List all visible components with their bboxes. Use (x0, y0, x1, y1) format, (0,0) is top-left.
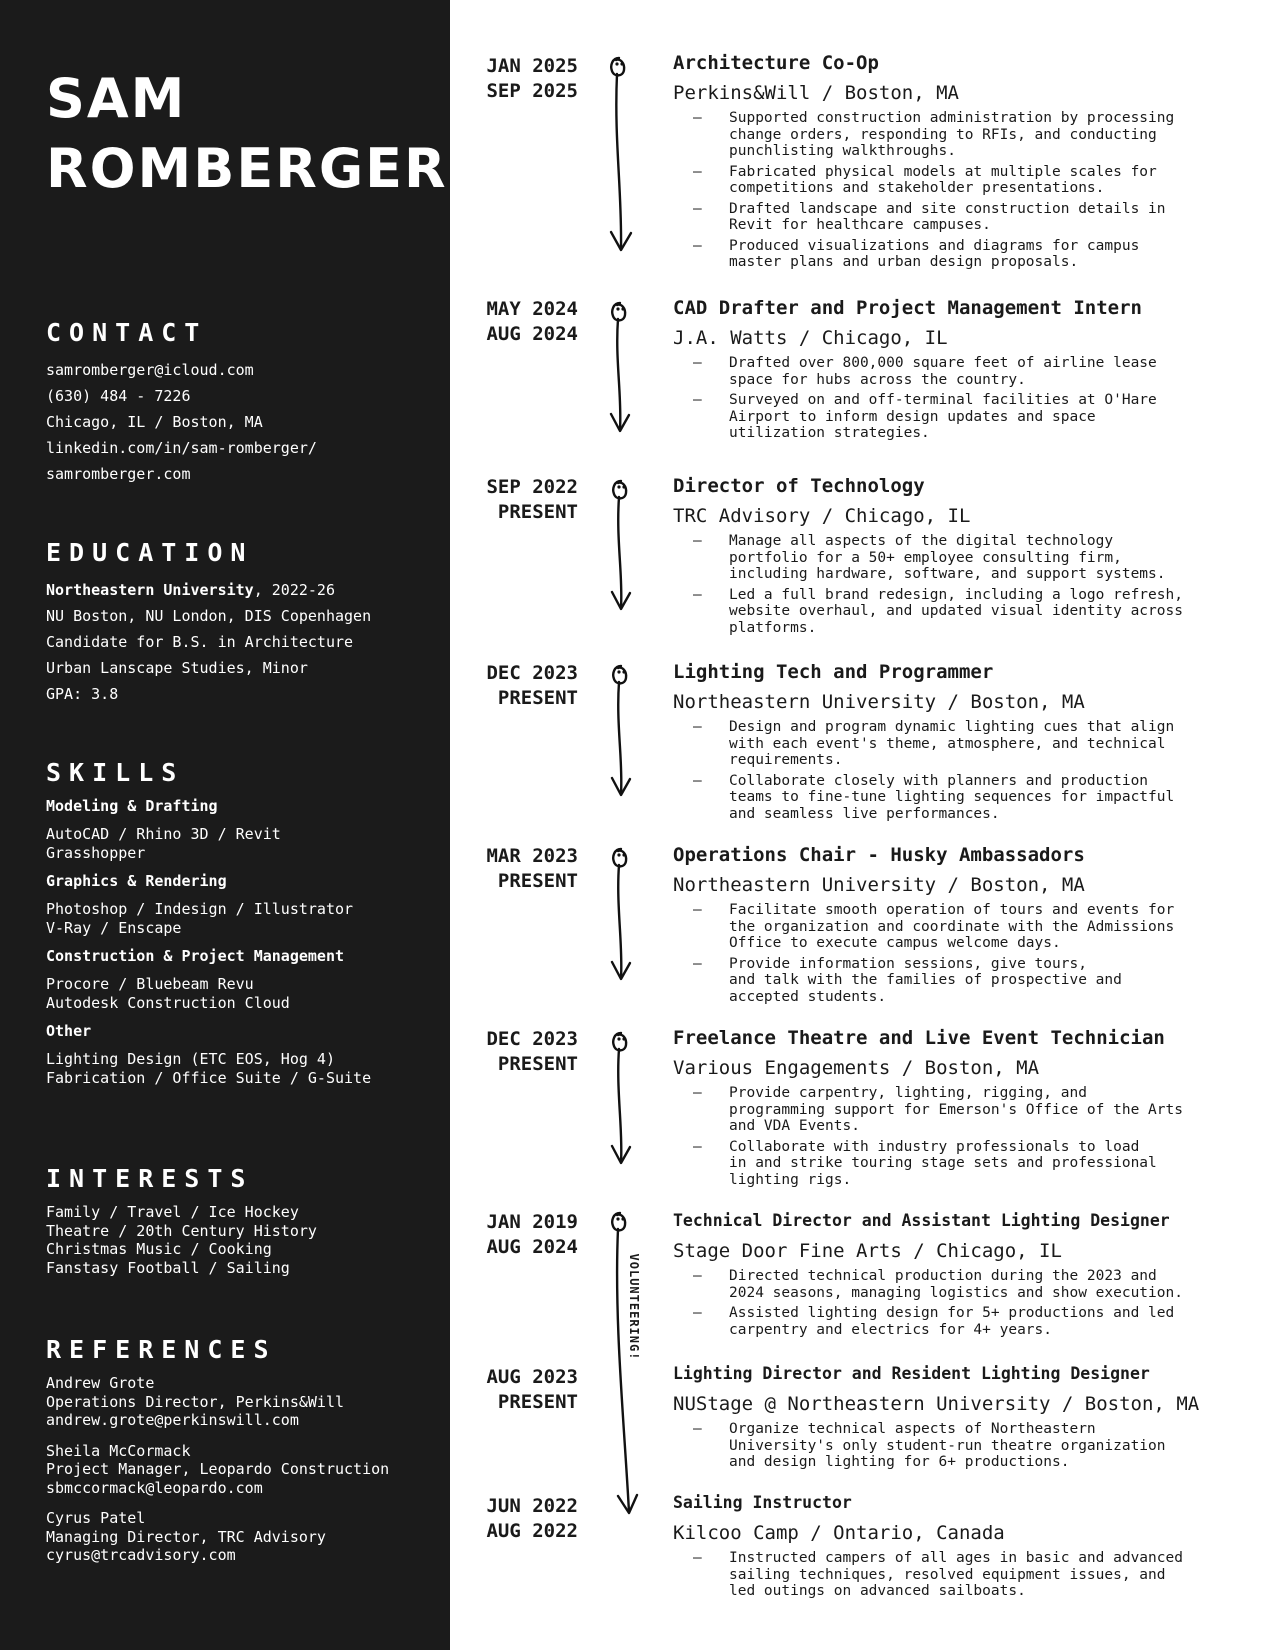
job-org: TRC Advisory / Chicago, IL (673, 505, 971, 527)
reference (46, 1509, 436, 1565)
job-org: Various Engagements / Boston, MA (673, 1057, 1040, 1079)
skill-line: V-Ray / Enscape (46, 918, 182, 937)
job-start: MAR 2023 (486, 845, 578, 867)
job-org: Northeastern University / Boston, MA (673, 691, 1085, 713)
reference-name: Sheila McCormack (46, 1441, 191, 1460)
job-start: DEC 2023 (486, 662, 578, 684)
job-title: Operations Chair - Husky Ambassadors (673, 844, 1085, 866)
job-start: MAY 2024 (486, 298, 578, 320)
reference-role: Operations Director, Perkins&Will (46, 1392, 345, 1411)
job-start: DEC 2023 (486, 1028, 578, 1050)
name-heading (46, 64, 448, 204)
reference-role: Managing Director, TRC Advisory (46, 1527, 326, 1546)
job-bullet: – Provide information sessions, give tours, and talk with the families of prospective and accepted students. (673, 956, 1273, 1006)
job-dates (450, 1365, 578, 1415)
contact-email[interactable]: samromberger@icloud.com (46, 361, 254, 379)
job-bullet: – Fabricated physical models at multiple scales for competitions and stakeholder presentations. (673, 164, 1273, 197)
job-end: AUG 2024 (486, 1236, 578, 1258)
reference (46, 1442, 436, 1498)
education-degree: Candidate for B.S. in Architecture (46, 633, 354, 651)
skill-line: Photoshop / Indesign / Illustrator (46, 900, 354, 918)
job-end: AUG 2024 (486, 323, 578, 345)
job-title: Director of Technology (673, 475, 925, 497)
job-bullets (673, 1421, 1273, 1471)
job-bullet: – Instructed campers of all ages in basic and advanced sailing techniques, resolved equipment issues, and led outings on advanced sailboats. (673, 1550, 1273, 1600)
education-school-line (46, 577, 436, 603)
education-heading: EDUCATION (46, 538, 254, 567)
reference-email[interactable]: andrew.grote@perkinswill.com (46, 1411, 299, 1429)
skill-line: Fabrication / Office Suite / G-Suite (46, 1068, 372, 1087)
job-bullets (673, 1268, 1273, 1338)
references-section (46, 1335, 436, 1577)
job-bullet: – Collaborate with industry professionals to load in and strike touring stage sets and professional lighting rigs. (673, 1139, 1273, 1189)
job-bullets (673, 902, 1273, 1005)
education-section (46, 538, 436, 707)
skill-line: Autodesk Construction Cloud (46, 993, 290, 1012)
education-school: Northeastern University (46, 581, 254, 599)
job-dates (450, 1027, 578, 1077)
timeline-arrow (612, 1033, 630, 1163)
job-bullet: – Surveyed on and off-terminal facilities at O'Hare Airport to inform design updates and space utilization strategies. (673, 392, 1273, 442)
skill-line: Lighting Design (ETC EOS, Hog 4) (46, 1050, 335, 1068)
job-dates (450, 475, 578, 525)
interest-line: Family / Travel / Ice Hockey (46, 1203, 299, 1221)
job-dates (450, 1494, 578, 1544)
job-end: PRESENT (497, 1391, 578, 1413)
job-bullet: – Drafted over 800,000 square feet of airline lease space for hubs across the country. (673, 355, 1273, 388)
job-dates (450, 54, 578, 104)
job-bullets (673, 533, 1273, 636)
job-dates (450, 661, 578, 711)
job-org: J.A. Watts / Chicago, IL (673, 327, 948, 349)
contact-phone[interactable]: (630) 484 - 7226 (46, 387, 191, 405)
reference-email[interactable]: cyrus@trcadvisory.com (46, 1546, 236, 1564)
contact-linkedin[interactable]: linkedin.com/in/sam-romberger/ (46, 439, 317, 457)
job-content (673, 297, 1273, 446)
skills-section (46, 758, 436, 1087)
job-bullet: – Organize technical aspects of Northeastern University's only student-run theatre organization and design lighting for 6+ productions. (673, 1421, 1273, 1471)
job-title: Freelance Theatre and Live Event Technician (673, 1027, 1165, 1049)
reference (46, 1374, 436, 1430)
job-content (673, 844, 1273, 1009)
job-end: PRESENT (497, 1053, 578, 1075)
skill-group-title: Other (46, 1022, 92, 1040)
education-campuses: NU Boston, NU London, DIS Copenhagen (46, 607, 372, 625)
last-name: ROMBERGER (46, 137, 448, 200)
job-end: AUG 2022 (486, 1520, 578, 1542)
education-minor: Urban Lanscape Studies, Minor (46, 659, 308, 677)
skill-line: AutoCAD / Rhino 3D / Revit (46, 825, 281, 843)
sidebar (0, 0, 450, 1650)
job-bullet: – Led a full brand redesign, including a logo refresh, website overhaul, and updated visual identity across platforms. (673, 587, 1273, 637)
job-content (673, 1492, 1273, 1604)
volunteering-label: VOLUNTEERING! (627, 1253, 641, 1361)
job-bullet: – Design and program dynamic lighting cues that align with each event's theme, atmosphere, and technical requirements. (673, 719, 1273, 769)
job-end: PRESENT (497, 501, 578, 523)
job-bullets (673, 719, 1273, 822)
job-bullet: – Collaborate closely with planners and production teams to fine-tune lighting sequences for impactful and seamless live performances. (673, 773, 1273, 823)
skill-group-items (46, 900, 436, 937)
job-bullet: – Provide carpentry, lighting, rigging, and programming support for Emerson's Office of the Arts and VDA Events. (673, 1085, 1273, 1135)
job-content (673, 1210, 1273, 1342)
skill-group-title: Modeling & Drafting (46, 797, 218, 815)
job-start: AUG 2023 (486, 1366, 578, 1388)
timeline-arrow (611, 58, 631, 250)
job-title: Lighting Director and Resident Lighting Designer (673, 1364, 1150, 1383)
job-content (673, 475, 1273, 640)
skill-line: Procore / Bluebeam Revu (46, 975, 254, 993)
job-bullet: – Manage all aspects of the digital technology portfolio for a 50+ employee consulting firm, including hardware, software, and support systems. (673, 533, 1273, 583)
timeline-arrow (611, 303, 629, 431)
contact-section (46, 318, 436, 487)
job-bullet: – Facilitate smooth operation of tours and events for the organization and coordinate with the Admissions Office to execute campus welcome days. (673, 902, 1273, 952)
job-end: PRESENT (497, 687, 578, 709)
skills-heading: SKILLS (46, 758, 185, 787)
job-bullet: – Produced visualizations and diagrams for campus master plans and urban design proposals. (673, 238, 1273, 271)
first-name: SAM (46, 67, 187, 130)
skill-group-items (46, 975, 436, 1012)
job-title: CAD Drafter and Project Management Intern (673, 297, 1142, 319)
job-bullets (673, 1550, 1273, 1600)
job-org: Perkins&Will / Boston, MA (673, 82, 959, 104)
references-heading: REFERENCES (46, 1335, 277, 1364)
job-org: Northeastern University / Boston, MA (673, 874, 1085, 896)
job-title: Lighting Tech and Programmer (673, 661, 994, 683)
contact-website[interactable]: samromberger.com (46, 465, 191, 483)
reference-email[interactable]: sbmccormack@leopardo.com (46, 1478, 263, 1497)
job-content (673, 52, 1273, 275)
job-end: PRESENT (497, 870, 578, 892)
job-title: Sailing Instructor (673, 1493, 852, 1512)
job-org: Stage Door Fine Arts / Chicago, IL (673, 1240, 1062, 1262)
interest-line: Fanstasy Football / Sailing (46, 1258, 290, 1277)
job-end: SEP 2025 (486, 80, 578, 102)
job-dates (450, 844, 578, 894)
job-dates (450, 1210, 578, 1260)
skill-group-title: Construction & Project Management (46, 947, 345, 965)
job-bullet: – Directed technical production during the 2023 and 2024 seasons, managing logistics and show execution. (673, 1268, 1273, 1301)
timeline-arrow (612, 849, 630, 979)
job-title: Technical Director and Assistant Lighting Designer (673, 1211, 1170, 1230)
job-start: JAN 2025 (486, 55, 578, 77)
job-content (673, 661, 1273, 826)
timeline-arrow (612, 481, 630, 609)
interests-heading: INTERESTS (46, 1164, 254, 1193)
skill-line: Grasshopper (46, 843, 146, 862)
skill-group-items (46, 825, 436, 862)
job-start: SEP 2022 (486, 476, 578, 498)
education-gpa: GPA: 3.8 (46, 685, 119, 703)
reference-name: Andrew Grote (46, 1374, 155, 1392)
skill-group-items (46, 1050, 436, 1087)
interest-line: Christmas Music / Cooking (46, 1240, 272, 1258)
reference-name: Cyrus Patel (46, 1509, 146, 1527)
job-bullets (673, 1085, 1273, 1188)
job-bullet: – Supported construction administration by processing change orders, responding to RFIs, and conducting punchlisting walkthroughs. (673, 110, 1273, 160)
job-content (673, 1363, 1273, 1475)
job-dates (450, 297, 578, 347)
job-bullet: – Assisted lighting design for 5+ productions and led carpentry and electrics for 4+ years. (673, 1305, 1273, 1338)
education-years: , 2022-26 (253, 581, 335, 599)
job-org: NUStage @ Northeastern University / Boston, MA (673, 1393, 1200, 1415)
job-content (673, 1027, 1273, 1192)
job-title: Architecture Co-Op (673, 52, 879, 74)
contact-heading: CONTACT (46, 318, 208, 347)
job-bullets (673, 355, 1273, 442)
reference-role: Project Manager, Leopardo Construction (46, 1460, 390, 1478)
contact-location: Chicago, IL / Boston, MA (46, 413, 263, 431)
skill-group-title: Graphics & Rendering (46, 872, 227, 890)
job-org: Kilcoo Camp / Ontario, Canada (673, 1522, 1005, 1544)
timeline-arrow (612, 666, 630, 795)
interest-line: Theatre / 20th Century History (46, 1221, 317, 1240)
job-bullet: – Drafted landscape and site construction details in Revit for healthcare campuses. (673, 201, 1273, 234)
job-start: JAN 2019 (486, 1211, 578, 1233)
job-start: JUN 2022 (486, 1495, 578, 1517)
interests-section (46, 1164, 436, 1277)
job-bullets (673, 110, 1273, 271)
